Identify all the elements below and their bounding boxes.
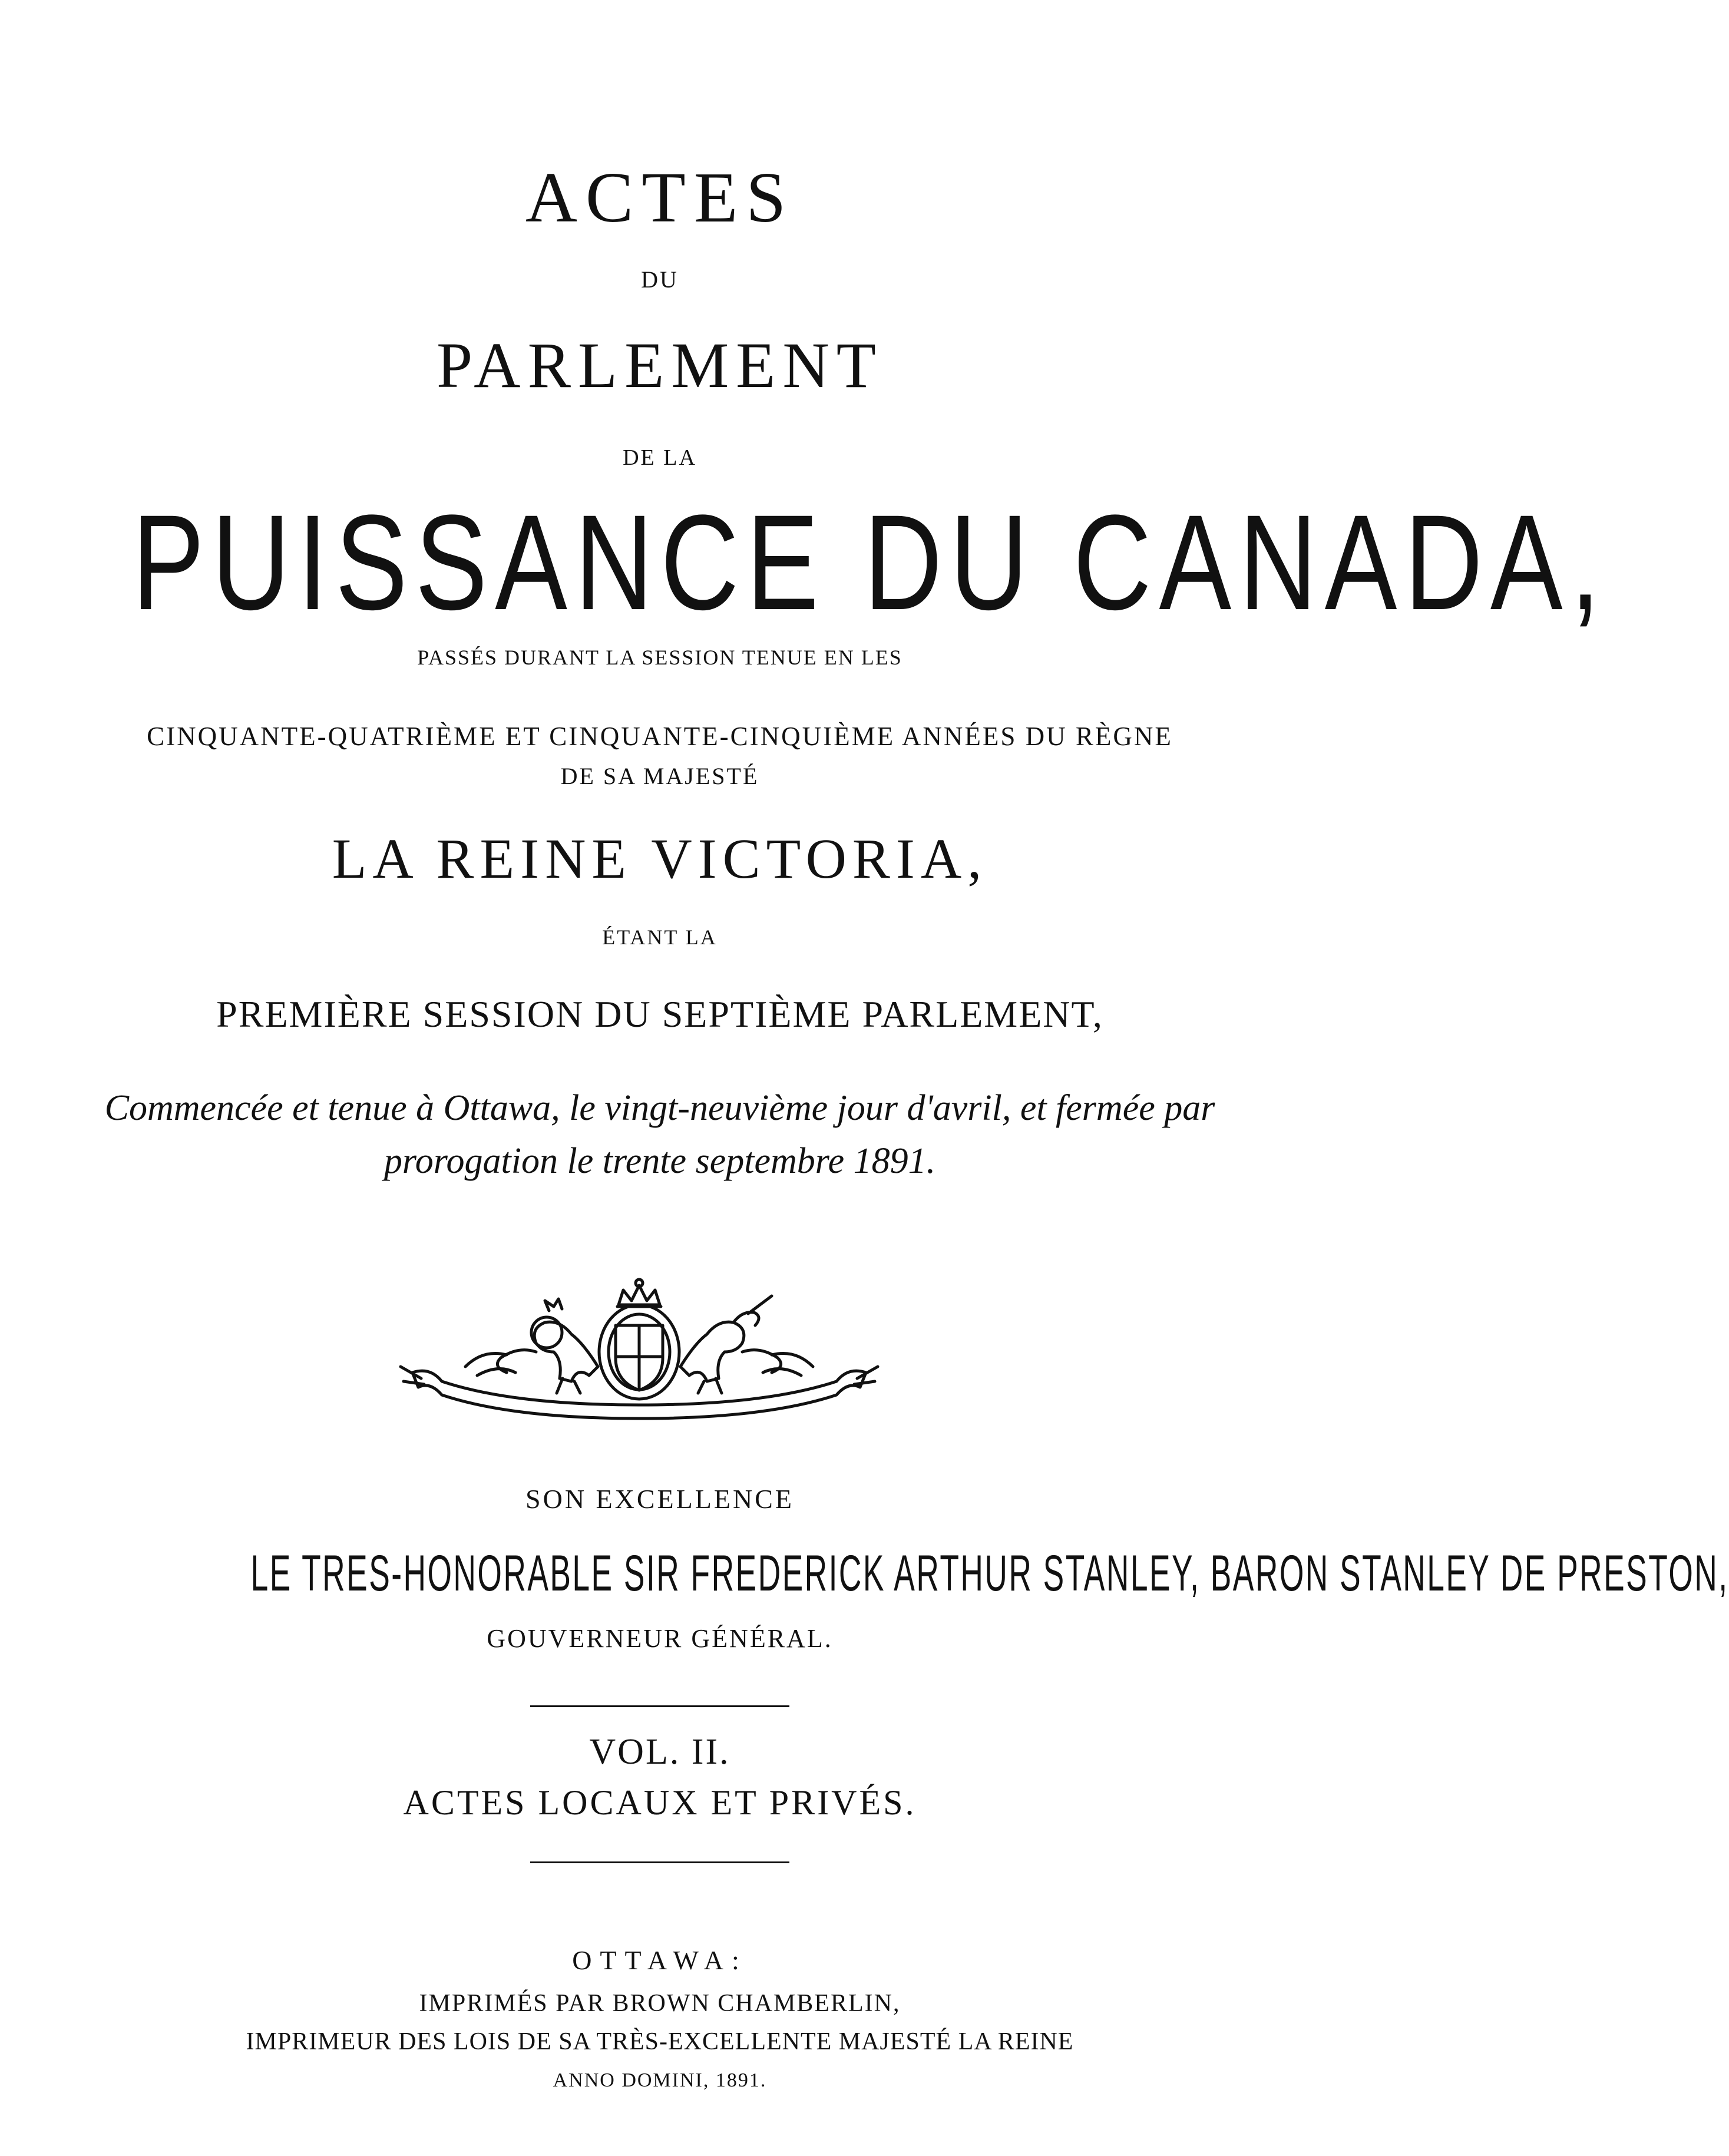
session-dates-line-1: Commencée et tenue à Ottawa, le vingt-neuvième jour d'avril, et fermée par [104,1088,1215,1128]
volume-number: VOL. II. [589,1732,730,1772]
title-parlement: PARLEMENT [437,329,883,401]
title-du: DU [641,266,679,293]
governor-title: GOUVERNEUR GÉNÉRAL. [487,1624,833,1653]
session-annees: CINQUANTE-QUATRIÈME ET CINQUANTE-CINQUIÈME ANNÉES DU RÈGNE [147,722,1173,751]
imprint-printer-title: IMPRIMEUR DES LOIS DE SA TRÈS-EXCELLENTE MAJESTÉ LA REINE [246,2028,1074,2055]
session-premiere-session: PREMIÈRE SESSION DU SEPTIÈME PARLEMENT, [216,993,1103,1035]
title-actes: ACTES [525,158,795,237]
session-de-sa-majeste: DE SA MAJESTÉ [560,763,759,789]
session-etant-la: ÉTANT LA [602,925,718,949]
session-reine-victoria: LA REINE VICTORIA, [332,827,988,890]
imprint-printer: IMPRIMÉS PAR BROWN CHAMBERLIN, [419,1990,901,2017]
session-passes: PASSÉS DURANT LA SESSION TENUE EN LES [417,646,902,669]
volume-subtitle: ACTES LOCAUX ET PRIVÉS. [403,1783,917,1822]
imprint-city: OTTAWA: [572,1945,748,1975]
governor-name: LE TRES-HONORABLE SIR FREDERICK ARTHUR STANLEY, BARON STANLEY DE PRESTON, [250,1545,1729,1602]
title-de-la: DE LA [623,445,697,470]
royal-coat-of-arms-icon [395,1278,884,1420]
governor-son-excellence: SON EXCELLENCE [525,1484,794,1514]
divider-rule [530,1861,789,1863]
session-dates-line-2: prorogation le trente septembre 1891. [384,1141,936,1181]
divider-rule [530,1705,789,1707]
imprint-anno-domini: ANNO DOMINI, 1891. [553,2069,767,2091]
title-puissance-du-canada: PUISSANCE DU CANADA, [132,487,1608,638]
